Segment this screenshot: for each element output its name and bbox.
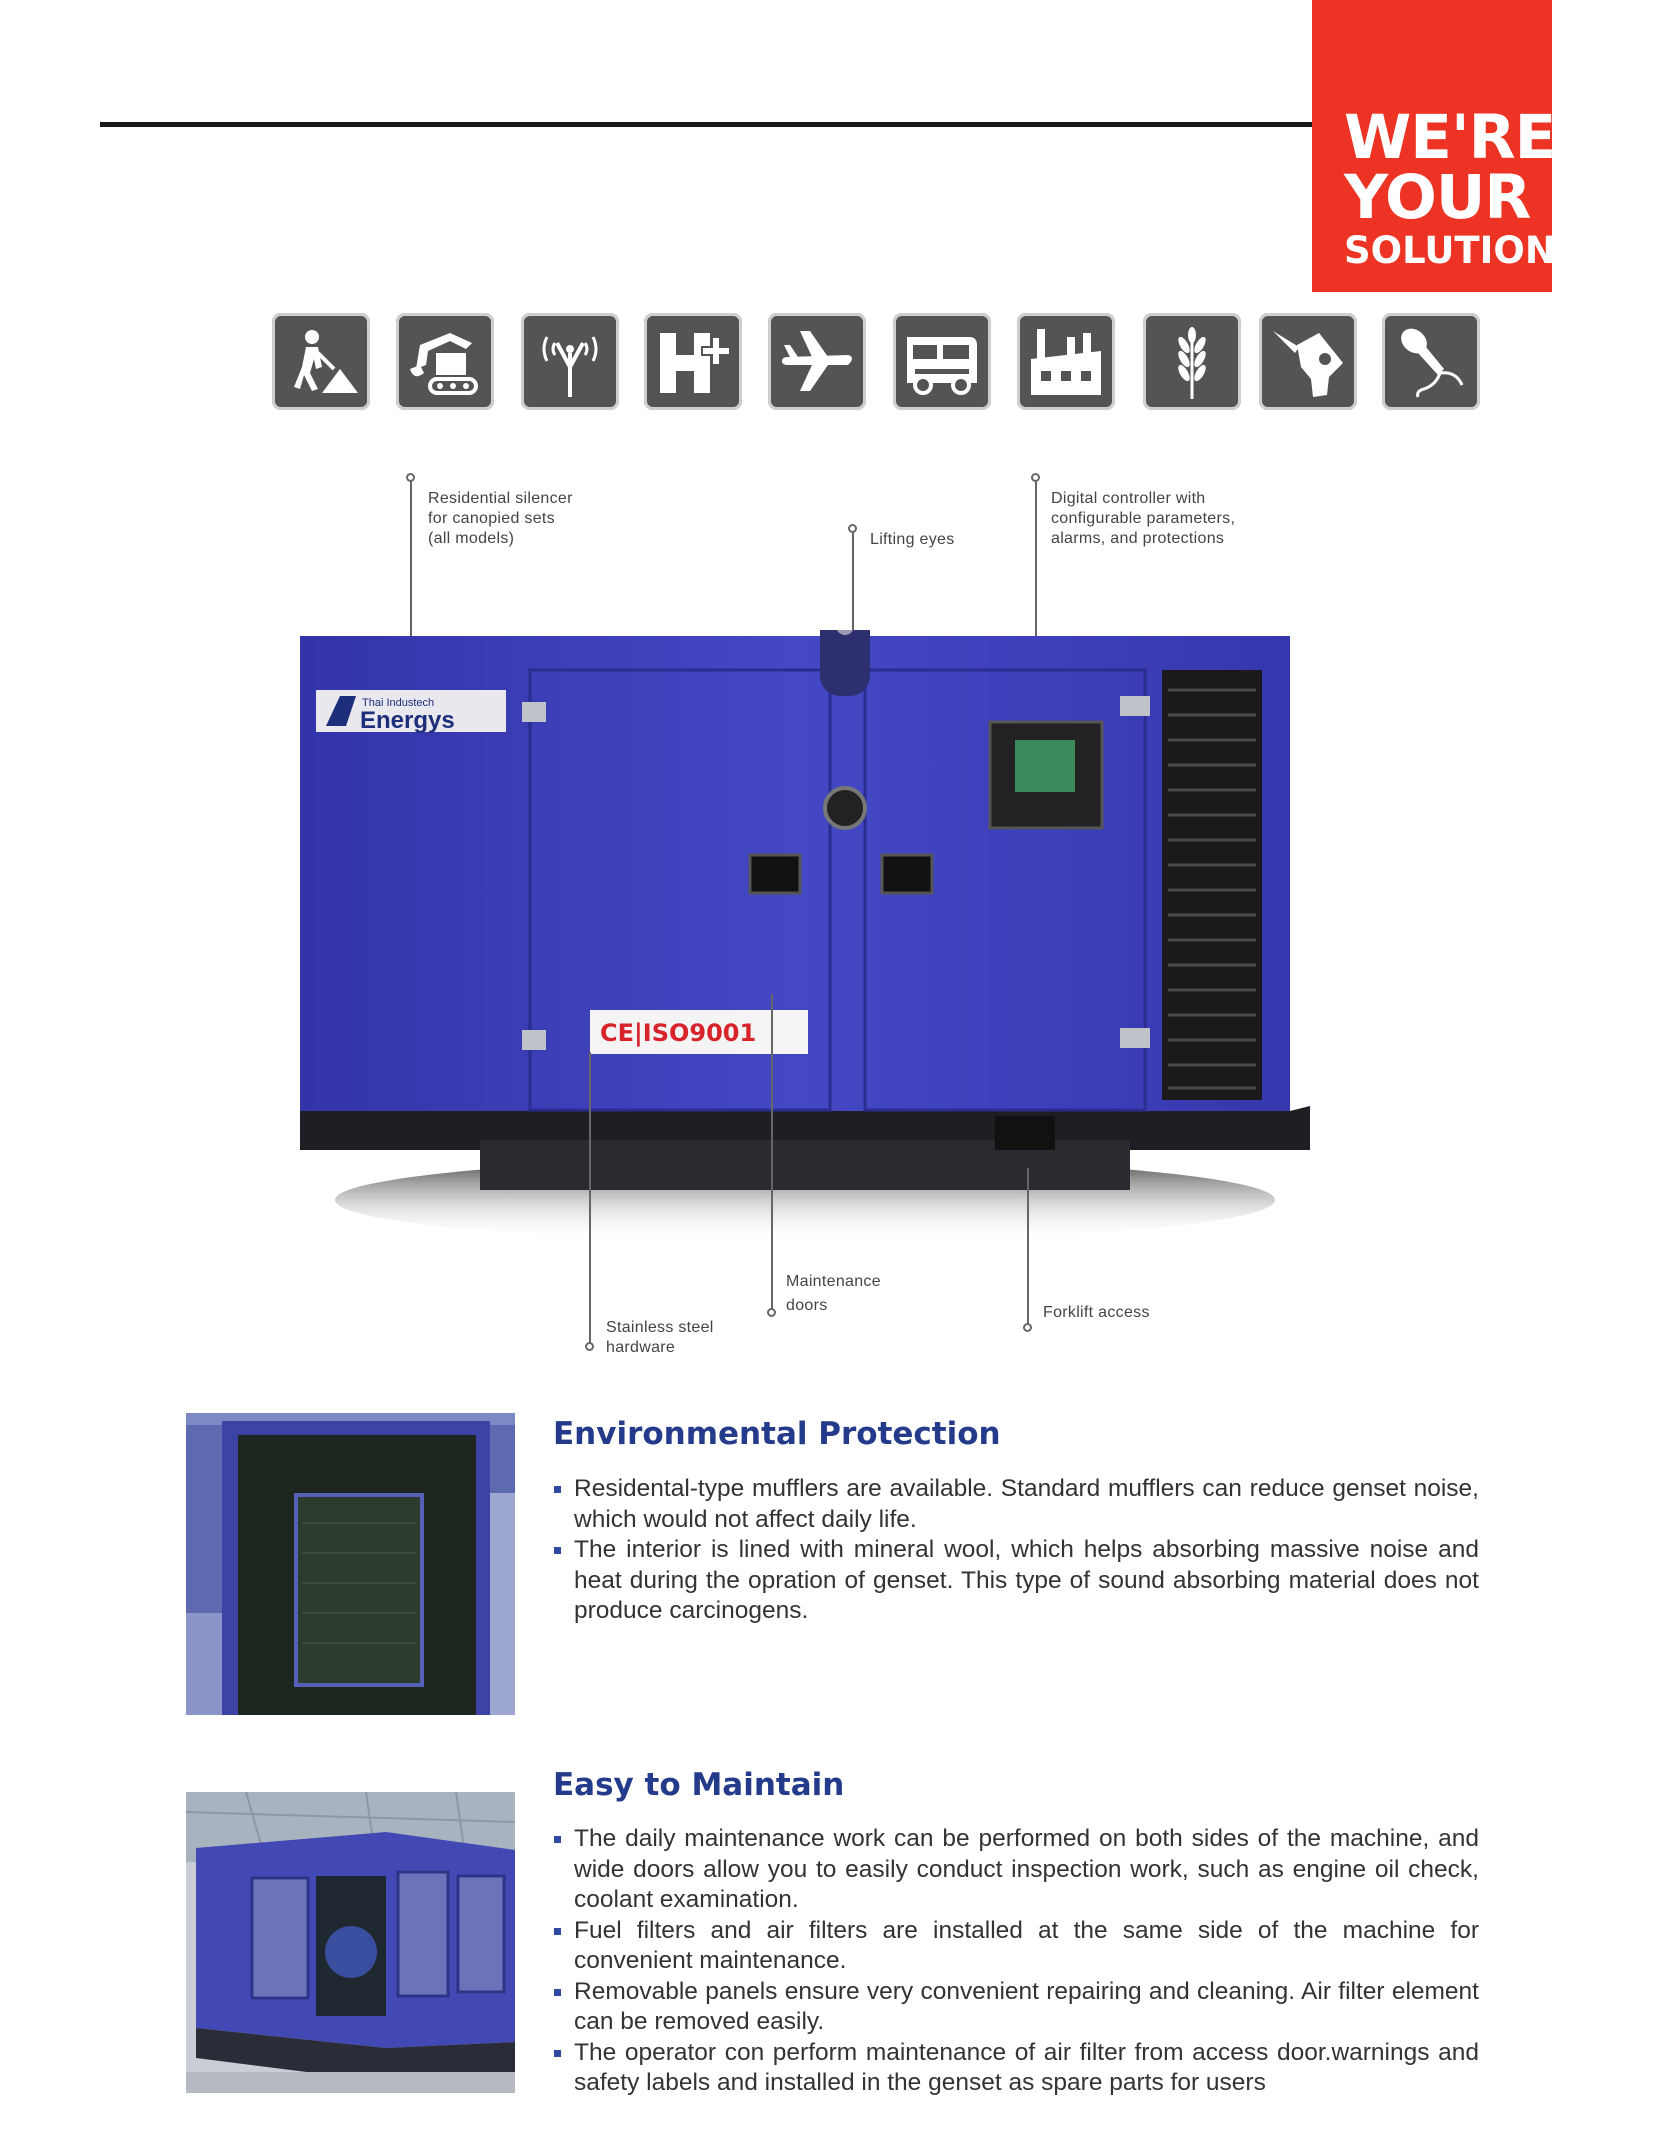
- canopy-interior-photo: [186, 1413, 515, 1715]
- lifting-leader-end: [848, 524, 857, 533]
- maintain-bullets: [553, 1824, 1479, 2099]
- microphone-icon: [1382, 313, 1480, 410]
- silencer-leader-end: [406, 473, 415, 482]
- hinge-top-right: [1120, 696, 1150, 716]
- stainless-leader: [589, 1052, 591, 1347]
- maintenance-leader: [771, 994, 773, 1314]
- callout-silencer: [428, 489, 573, 549]
- brand-small-text: Thai Industech: [362, 697, 435, 709]
- stainless-leader-end: [585, 1342, 594, 1351]
- callout-controller: [1051, 489, 1235, 549]
- telecom-antenna-icon: [521, 313, 619, 410]
- callout-forklift: Forklift access: [1043, 1304, 1150, 1321]
- door-lock-right: [882, 855, 932, 893]
- hinge-top-left: [522, 702, 546, 722]
- callout-silencer-line-3: (all models): [428, 530, 515, 547]
- badge-line-3: SOLUTION: [1344, 229, 1556, 272]
- factory-icon: [1017, 313, 1115, 410]
- construction-worker-icon: [272, 313, 370, 410]
- callout-maintenance-line-2: doors: [786, 1297, 828, 1314]
- factory-genset-photo: [186, 1792, 515, 2093]
- solution-badge: [1312, 0, 1556, 292]
- list-item: The daily maintenance work can be performed on both sides of the machine, and wide doors allow you to easily conduct inspection work, such as engine oil check, coolant examination.: [553, 1824, 1479, 1916]
- callout-maintenance-line-1: Maintenance: [786, 1273, 881, 1290]
- section-title-environmental: Environmental Protection: [553, 1416, 1001, 1452]
- top-rule: [100, 122, 1312, 127]
- callout-controller-line-3: alarms, and protections: [1051, 530, 1225, 547]
- hinge-bottom-left: [522, 1030, 546, 1050]
- callout-silencer-line-2: for canopied sets: [428, 510, 555, 527]
- section-title-maintain: Easy to Maintain: [553, 1767, 845, 1803]
- door-lock-left: [750, 855, 800, 893]
- list-item: Residental-type mufflers are available. Standard mufflers can reduce genset noise, which would not affect daily life.: [553, 1474, 1479, 1535]
- list-item: Fuel filters and air filters are installed at the same side of the machine for convenient maintenance.: [553, 1916, 1479, 1977]
- air-intake-louver: [1162, 670, 1262, 1100]
- callout-stainless-line-2: hardware: [606, 1339, 676, 1356]
- controller-leader-end: [1031, 473, 1040, 482]
- emergency-stop: [825, 788, 865, 828]
- agriculture-wheat-icon: [1143, 313, 1241, 410]
- callout-maintenance: [786, 1270, 881, 1318]
- forklift-leader: [1027, 1168, 1029, 1328]
- forklift-leader-end: [1023, 1323, 1032, 1332]
- callout-stainless: [606, 1318, 714, 1358]
- callout-silencer-line-1: Residential silencer: [428, 490, 573, 507]
- callout-lifting: Lifting eyes: [870, 531, 955, 548]
- motorhome-icon: [893, 313, 991, 410]
- airplane-icon: [768, 313, 866, 410]
- list-item: The interior is lined with mineral wool, which helps absorbing massive noise and heat during the opration of genset. This type of sound absorbing material does not produce carcinogens.: [553, 1535, 1479, 1627]
- hinge-bottom-right: [1120, 1028, 1150, 1048]
- callout-stainless-line-1: Stainless steel: [606, 1319, 714, 1336]
- brand-name-text: Energys: [360, 707, 455, 734]
- environmental-bullets: [553, 1474, 1479, 1627]
- drilling-icon: [1259, 313, 1357, 410]
- list-item: Removable panels ensure very convenient repairing and cleaning. Air filter element can be removed easily.: [553, 1977, 1479, 2038]
- cert-text: CE|ISO9001: [600, 1019, 757, 1047]
- list-item: The operator con perform maintenance of air filter from access door.warnings and safety labels and installed in the genset as spare parts for users: [553, 2038, 1479, 2099]
- excavator-icon: [396, 313, 494, 410]
- application-icons-row: [0, 313, 1654, 413]
- hospital-icon: [644, 313, 742, 410]
- lifting-eye: [820, 630, 870, 696]
- callout-controller-line-1: Digital controller with: [1051, 490, 1206, 507]
- genset-illustration: [300, 630, 1310, 1250]
- controller-screen: [1015, 740, 1075, 792]
- callout-controller-line-2: configurable parameters,: [1051, 510, 1236, 527]
- maintenance-leader-end: [767, 1308, 776, 1317]
- forklift-pocket: [995, 1116, 1055, 1150]
- badge-line-2: YOUR: [1344, 162, 1531, 233]
- badge-line-1: WE'RE: [1344, 102, 1556, 173]
